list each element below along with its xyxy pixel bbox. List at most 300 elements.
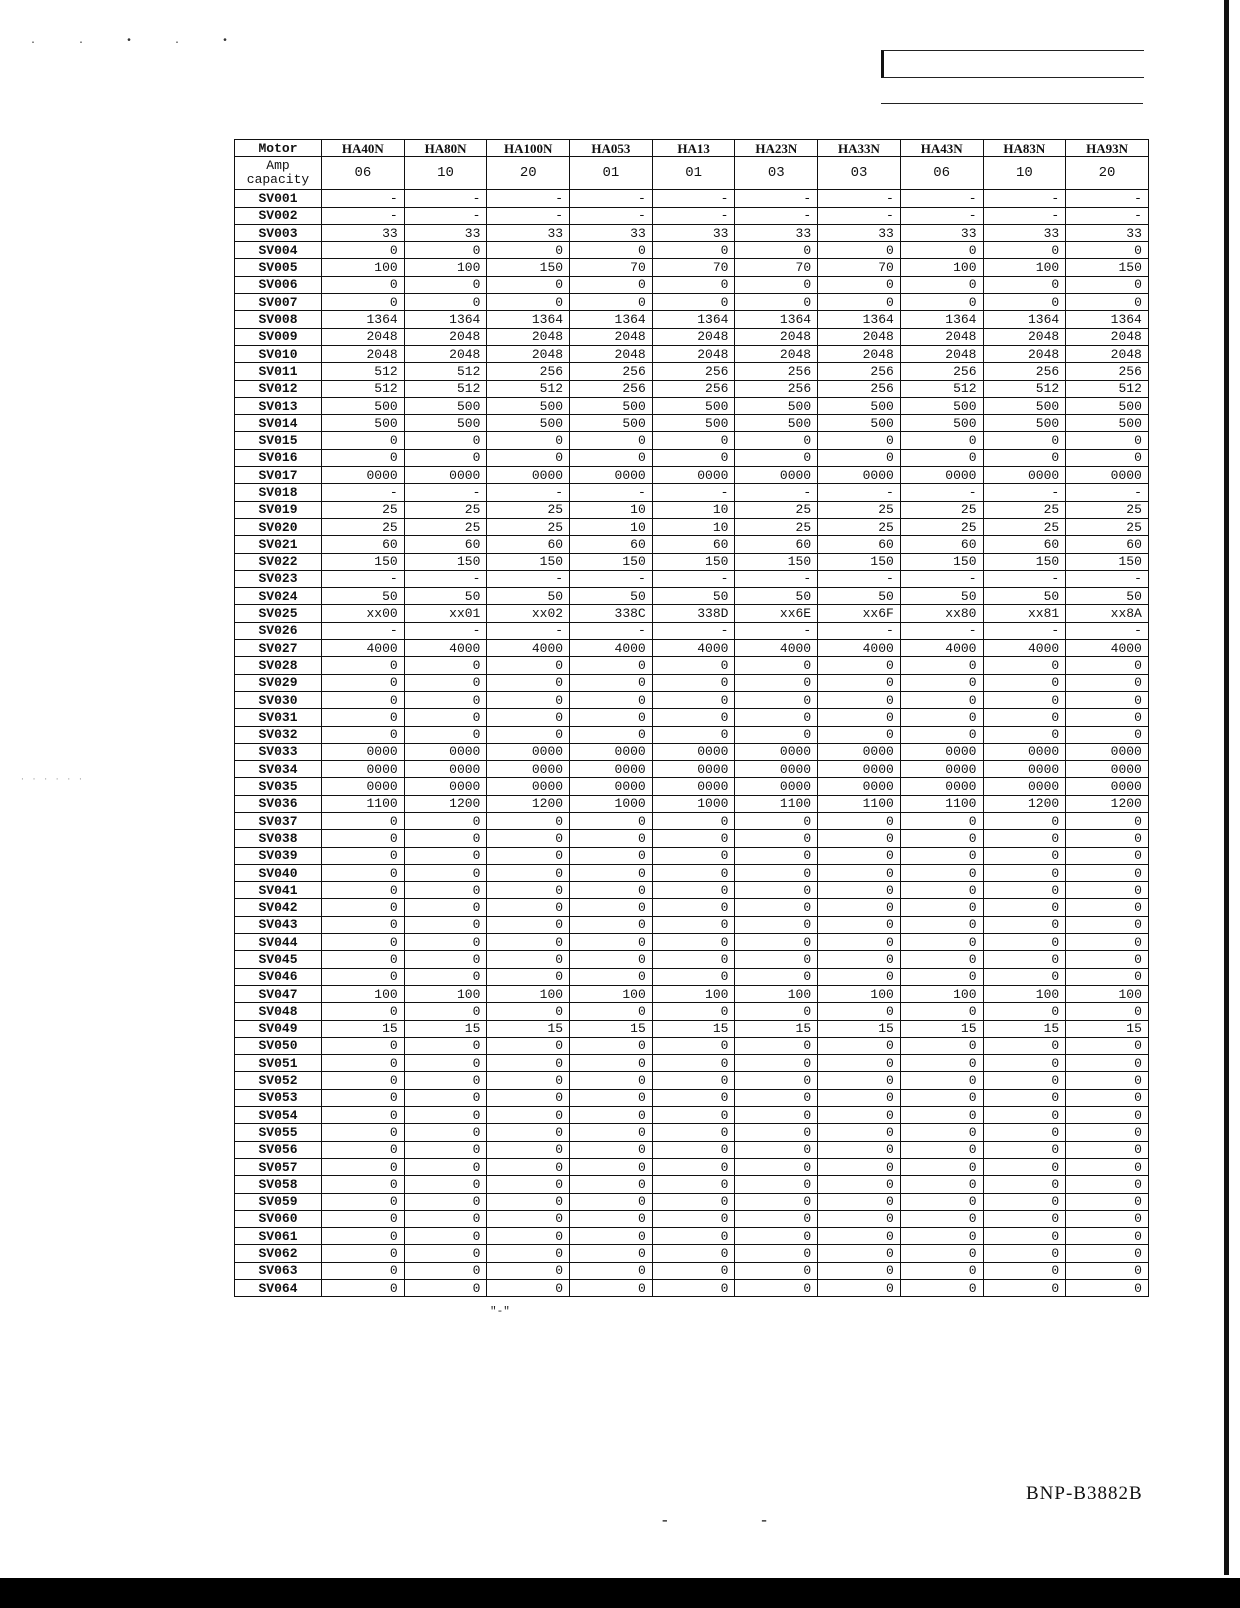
parameter-value: 0 [322, 864, 405, 881]
parameter-value: 0 [735, 1003, 818, 1020]
parameter-value: 2048 [404, 345, 487, 362]
parameter-value: 70 [818, 259, 901, 276]
table-row [235, 1072, 1149, 1089]
parameter-value: 0 [487, 864, 570, 881]
parameter-value: xx81 [983, 605, 1066, 622]
parameter-value: 50 [1066, 588, 1149, 605]
parameter-value: - [570, 622, 653, 639]
parameter-value: 0 [1066, 1280, 1149, 1297]
parameter-value: 0 [818, 1055, 901, 1072]
parameter-value: 0 [900, 449, 983, 466]
table-row [235, 380, 1149, 397]
parameter-name: SV048 [235, 1003, 322, 1020]
parameter-value: 1364 [570, 311, 653, 328]
table-row [235, 224, 1149, 241]
parameter-value: 100 [487, 985, 570, 1002]
parameter-value: 0 [983, 726, 1066, 743]
table-row [235, 1262, 1149, 1279]
parameter-name: SV003 [235, 224, 322, 241]
parameter-value: 0 [404, 812, 487, 829]
parameter-value: 0000 [735, 743, 818, 760]
parameter-value: - [652, 484, 735, 501]
parameter-name: SV012 [235, 380, 322, 397]
parameter-value: 0 [487, 432, 570, 449]
parameter-value: 33 [900, 224, 983, 241]
parameter-value: 0 [652, 1107, 735, 1124]
parameter-value: 0 [735, 1245, 818, 1262]
parameter-value: 0 [900, 242, 983, 259]
parameter-value: 0 [487, 847, 570, 864]
parameter-value: 25 [1066, 501, 1149, 518]
parameter-value: 0 [570, 1072, 653, 1089]
parameter-value: 0 [818, 242, 901, 259]
parameter-value: 1364 [1066, 311, 1149, 328]
parameter-value: 100 [652, 985, 735, 1002]
parameter-value: 0 [818, 276, 901, 293]
parameter-value: 0 [322, 449, 405, 466]
parameter-value: 0 [735, 916, 818, 933]
parameter-value: - [1066, 207, 1149, 224]
table-row [235, 397, 1149, 414]
parameter-value: 10 [570, 518, 653, 535]
parameter-value: 0000 [570, 743, 653, 760]
parameter-value: 338D [652, 605, 735, 622]
parameter-value: 0 [487, 934, 570, 951]
parameter-value: 0 [487, 916, 570, 933]
parameter-value: 0 [322, 1245, 405, 1262]
parameter-value: - [818, 190, 901, 207]
parameter-value: 15 [322, 1020, 405, 1037]
parameter-name: SV059 [235, 1193, 322, 1210]
parameter-name: SV053 [235, 1089, 322, 1106]
parameter-value: 0 [1066, 1228, 1149, 1245]
parameter-value: - [818, 484, 901, 501]
servo-parameter-table [234, 139, 1149, 1297]
parameter-value: 0 [818, 1210, 901, 1227]
parameter-value: 0 [652, 1245, 735, 1262]
parameter-value: 500 [322, 397, 405, 414]
parameter-value: - [983, 190, 1066, 207]
parameter-name: SV031 [235, 709, 322, 726]
table-row [235, 553, 1149, 570]
parameter-value: 0 [570, 294, 653, 311]
parameter-value: 0 [735, 691, 818, 708]
parameter-name: SV040 [235, 864, 322, 881]
parameter-value: 0 [652, 432, 735, 449]
parameter-value: 0 [570, 1210, 653, 1227]
parameter-value: - [735, 570, 818, 587]
parameter-value: 0 [322, 812, 405, 829]
parameter-value: 2048 [1066, 345, 1149, 362]
parameter-value: 4000 [735, 640, 818, 657]
parameter-value: 0000 [735, 778, 818, 795]
parameter-name: SV005 [235, 259, 322, 276]
parameter-name: SV024 [235, 588, 322, 605]
parameter-value: 4000 [570, 640, 653, 657]
parameter-value: 0000 [322, 467, 405, 484]
parameter-value: 0 [652, 1228, 735, 1245]
parameter-value: 500 [404, 415, 487, 432]
parameter-value: - [818, 207, 901, 224]
parameter-value: 256 [487, 363, 570, 380]
parameter-name: SV062 [235, 1245, 322, 1262]
parameter-value: 0 [322, 1055, 405, 1072]
parameter-value: 2048 [1066, 328, 1149, 345]
parameter-value: xx6F [818, 605, 901, 622]
parameter-name: SV038 [235, 830, 322, 847]
parameter-value: 0000 [487, 743, 570, 760]
parameter-value: 256 [818, 363, 901, 380]
parameter-value: 0000 [1066, 761, 1149, 778]
parameter-value: 25 [322, 501, 405, 518]
table-row [235, 674, 1149, 691]
parameter-value: 0 [735, 1228, 818, 1245]
parameter-name: SV017 [235, 467, 322, 484]
parameter-value: 1364 [900, 311, 983, 328]
parameter-value: 4000 [983, 640, 1066, 657]
parameter-value: 0 [1066, 847, 1149, 864]
parameter-name: SV036 [235, 795, 322, 812]
parameter-value: - [487, 207, 570, 224]
parameter-value: 0 [322, 1089, 405, 1106]
parameter-value: 0 [735, 432, 818, 449]
parameter-name: SV051 [235, 1055, 322, 1072]
parameter-value: 0 [735, 830, 818, 847]
parameter-value: 0 [570, 864, 653, 881]
parameter-value: 0 [404, 276, 487, 293]
parameter-value: 256 [652, 363, 735, 380]
parameter-value: 15 [652, 1020, 735, 1037]
parameter-value: 150 [983, 553, 1066, 570]
parameter-name: SV014 [235, 415, 322, 432]
table-row [235, 1158, 1149, 1175]
parameter-value: 15 [487, 1020, 570, 1037]
amp-capacity-value: 06 [900, 157, 983, 190]
parameter-value: 0 [735, 709, 818, 726]
parameter-value: 0 [404, 1072, 487, 1089]
parameter-value: 500 [487, 397, 570, 414]
parameter-value: - [900, 484, 983, 501]
parameter-value: 0 [1066, 1210, 1149, 1227]
parameter-value: 0 [735, 934, 818, 951]
parameter-value: 0 [652, 1037, 735, 1054]
parameter-value: 0 [322, 1037, 405, 1054]
parameter-value: - [983, 484, 1066, 501]
parameter-value: 0000 [404, 778, 487, 795]
parameter-value: 0 [487, 1141, 570, 1158]
parameter-name: SV049 [235, 1020, 322, 1037]
parameter-value: 0 [487, 1072, 570, 1089]
parameter-value: 0 [900, 276, 983, 293]
parameter-value: xx80 [900, 605, 983, 622]
parameter-value: 15 [818, 1020, 901, 1037]
amp-capacity-row [235, 157, 1149, 190]
right-edge-rule [1224, 0, 1229, 1575]
parameter-value: - [652, 622, 735, 639]
parameter-value: 4000 [404, 640, 487, 657]
parameter-value: 500 [900, 415, 983, 432]
table-row [235, 311, 1149, 328]
parameter-value: 0 [818, 864, 901, 881]
parameter-value: 0000 [487, 467, 570, 484]
parameter-value: 0 [652, 294, 735, 311]
parameter-value: 0 [1066, 882, 1149, 899]
parameter-value: - [1066, 570, 1149, 587]
parameter-value: 1364 [652, 311, 735, 328]
parameter-name: SV041 [235, 882, 322, 899]
parameter-value: 10 [652, 501, 735, 518]
parameter-value: 150 [652, 553, 735, 570]
parameter-value: 0 [983, 899, 1066, 916]
parameter-value: 0 [1066, 294, 1149, 311]
parameter-value: 0 [735, 1055, 818, 1072]
parameter-value: - [487, 622, 570, 639]
parameter-value: 0000 [570, 761, 653, 778]
parameter-value: - [900, 622, 983, 639]
parameter-value: 0 [818, 1228, 901, 1245]
parameter-value: 25 [404, 501, 487, 518]
parameter-value: 0 [818, 830, 901, 847]
parameter-value: 50 [570, 588, 653, 605]
parameter-value: 0 [570, 691, 653, 708]
parameter-value: 0 [1066, 1193, 1149, 1210]
parameter-value: 0000 [322, 743, 405, 760]
parameter-value: 0 [735, 1037, 818, 1054]
parameter-value: 0 [818, 1158, 901, 1175]
parameter-value: 0 [983, 812, 1066, 829]
parameter-name: SV052 [235, 1072, 322, 1089]
parameter-value: - [487, 570, 570, 587]
parameter-value: 0 [1066, 1107, 1149, 1124]
parameter-value: 100 [900, 985, 983, 1002]
parameter-value: 0 [487, 1210, 570, 1227]
parameter-value: 0 [1066, 1141, 1149, 1158]
table-row [235, 795, 1149, 812]
parameter-value: 0 [735, 242, 818, 259]
parameter-value: 0 [652, 1141, 735, 1158]
parameter-value: 0 [322, 1176, 405, 1193]
table-row [235, 276, 1149, 293]
parameter-value: 0 [900, 1124, 983, 1141]
parameter-value: 0 [900, 830, 983, 847]
parameter-value: 0 [404, 1089, 487, 1106]
parameter-value: 500 [404, 397, 487, 414]
parameter-value: 0 [818, 847, 901, 864]
parameter-value: 0 [322, 1210, 405, 1227]
parameter-value: 0 [818, 1280, 901, 1297]
parameter-value: 0 [404, 657, 487, 674]
parameter-value: 0 [900, 1210, 983, 1227]
parameter-value: 256 [900, 363, 983, 380]
parameter-value: 0 [1066, 916, 1149, 933]
parameter-value: 500 [983, 415, 1066, 432]
parameter-value: - [322, 570, 405, 587]
parameter-value: 0 [487, 294, 570, 311]
parameter-value: 4000 [652, 640, 735, 657]
parameter-value: 33 [322, 224, 405, 241]
parameter-name: SV011 [235, 363, 322, 380]
table-row [235, 605, 1149, 622]
parameter-value: 0 [322, 1003, 405, 1020]
parameter-value: 0 [1066, 657, 1149, 674]
motor-name: HA43N [900, 140, 983, 157]
parameter-value: 0 [735, 951, 818, 968]
parameter-value: 0 [1066, 691, 1149, 708]
parameter-value: - [322, 484, 405, 501]
parameter-value: 150 [900, 553, 983, 570]
parameter-value: 0 [404, 726, 487, 743]
parameter-value: 0 [983, 1176, 1066, 1193]
parameter-value: 0 [652, 934, 735, 951]
parameter-value: 0 [818, 968, 901, 985]
parameter-value: 0 [404, 1037, 487, 1054]
parameter-value: 0 [487, 1003, 570, 1020]
parameter-value: 25 [735, 501, 818, 518]
parameter-value: 0000 [900, 743, 983, 760]
parameter-value: 0 [487, 276, 570, 293]
parameter-value: 0 [735, 657, 818, 674]
parameter-value: 0 [818, 1124, 901, 1141]
parameter-value: 0 [404, 1193, 487, 1210]
parameter-value: 0 [404, 1055, 487, 1072]
parameter-value: 500 [1066, 397, 1149, 414]
parameter-value: 0 [735, 1141, 818, 1158]
parameter-value: xx6E [735, 605, 818, 622]
parameter-value: 100 [404, 259, 487, 276]
parameter-value: 0 [735, 674, 818, 691]
table-row [235, 294, 1149, 311]
parameter-value: 0 [818, 1107, 901, 1124]
table-row [235, 1003, 1149, 1020]
parameter-value: 0 [570, 916, 653, 933]
table-row [235, 345, 1149, 362]
parameter-value: 0 [735, 276, 818, 293]
parameter-value: 0 [900, 1107, 983, 1124]
parameter-value: 150 [735, 553, 818, 570]
parameter-value: 1364 [983, 311, 1066, 328]
scan-noise: · · · · · · [20, 775, 84, 784]
bottom-dashes: - - [660, 1512, 809, 1530]
parameter-value: - [570, 484, 653, 501]
parameter-value: 0 [818, 691, 901, 708]
parameter-value: 0 [900, 709, 983, 726]
parameter-value: 0 [983, 934, 1066, 951]
parameter-value: 150 [404, 553, 487, 570]
parameter-value: 0 [983, 1245, 1066, 1262]
parameter-value: 0 [900, 934, 983, 951]
parameter-value: 0 [900, 726, 983, 743]
table-row [235, 328, 1149, 345]
parameter-value: 0 [900, 968, 983, 985]
table-row [235, 951, 1149, 968]
parameter-value: 0 [322, 657, 405, 674]
parameter-value: 0 [983, 657, 1066, 674]
parameter-value: 0 [983, 1193, 1066, 1210]
parameter-value: - [983, 622, 1066, 639]
parameter-value: 0 [652, 916, 735, 933]
parameter-value: 0 [652, 1072, 735, 1089]
parameter-value: 0 [652, 1262, 735, 1279]
parameter-value: 0 [404, 864, 487, 881]
parameter-name: SV050 [235, 1037, 322, 1054]
parameter-value: 0 [818, 812, 901, 829]
motor-name: HA100N [487, 140, 570, 157]
parameter-value: 500 [652, 397, 735, 414]
parameter-value: 60 [322, 536, 405, 553]
parameter-value: 0 [570, 1107, 653, 1124]
parameter-value: 0 [570, 1124, 653, 1141]
parameter-value: 0 [322, 1158, 405, 1175]
parameter-value: 0000 [322, 761, 405, 778]
parameter-name: SV055 [235, 1124, 322, 1141]
parameter-value: - [735, 622, 818, 639]
parameter-value: 0 [735, 1262, 818, 1279]
parameter-value: 50 [652, 588, 735, 605]
parameter-value: 0 [900, 1245, 983, 1262]
parameter-value: 0 [404, 242, 487, 259]
parameter-value: 0 [818, 1193, 901, 1210]
parameter-value: 0 [570, 657, 653, 674]
parameter-name: SV027 [235, 640, 322, 657]
parameter-value: 33 [735, 224, 818, 241]
parameter-value: 0 [322, 934, 405, 951]
parameter-value: 0 [1066, 951, 1149, 968]
parameter-value: 0 [900, 657, 983, 674]
parameter-value: 0 [570, 830, 653, 847]
parameter-value: 0 [735, 1176, 818, 1193]
parameter-value: 150 [487, 259, 570, 276]
parameter-value: 0 [652, 1210, 735, 1227]
parameter-value: 25 [818, 501, 901, 518]
parameter-value: 100 [983, 259, 1066, 276]
parameter-value: 0 [570, 1037, 653, 1054]
parameter-name: SV045 [235, 951, 322, 968]
motor-name: HA93N [1066, 140, 1149, 157]
parameter-value: 0 [983, 1124, 1066, 1141]
table-row [235, 570, 1149, 587]
parameter-value: 0 [404, 674, 487, 691]
parameter-value: 0 [735, 1089, 818, 1106]
parameter-value: - [487, 190, 570, 207]
table-row [235, 830, 1149, 847]
parameter-value: 15 [404, 1020, 487, 1037]
parameter-value: 2048 [570, 345, 653, 362]
parameter-value: 2048 [818, 328, 901, 345]
parameter-value: 0 [652, 812, 735, 829]
parameter-value: 0 [570, 674, 653, 691]
parameter-value: 2048 [487, 345, 570, 362]
parameter-value: 25 [983, 518, 1066, 535]
table-row [235, 916, 1149, 933]
amp-capacity-value: 01 [652, 157, 735, 190]
parameter-value: - [652, 190, 735, 207]
parameter-value: - [322, 622, 405, 639]
parameter-value: 0 [983, 882, 1066, 899]
parameter-value: 1200 [404, 795, 487, 812]
parameter-value: 500 [735, 397, 818, 414]
parameter-value: 0 [983, 1072, 1066, 1089]
parameter-value: 0000 [818, 761, 901, 778]
parameter-value: 0 [322, 276, 405, 293]
parameter-value: 0 [404, 916, 487, 933]
parameter-value: 1100 [900, 795, 983, 812]
parameter-name: SV018 [235, 484, 322, 501]
parameter-value: 0 [322, 432, 405, 449]
parameter-name: SV057 [235, 1158, 322, 1175]
parameter-name: SV054 [235, 1107, 322, 1124]
parameter-value: 25 [487, 501, 570, 518]
table-row [235, 985, 1149, 1002]
